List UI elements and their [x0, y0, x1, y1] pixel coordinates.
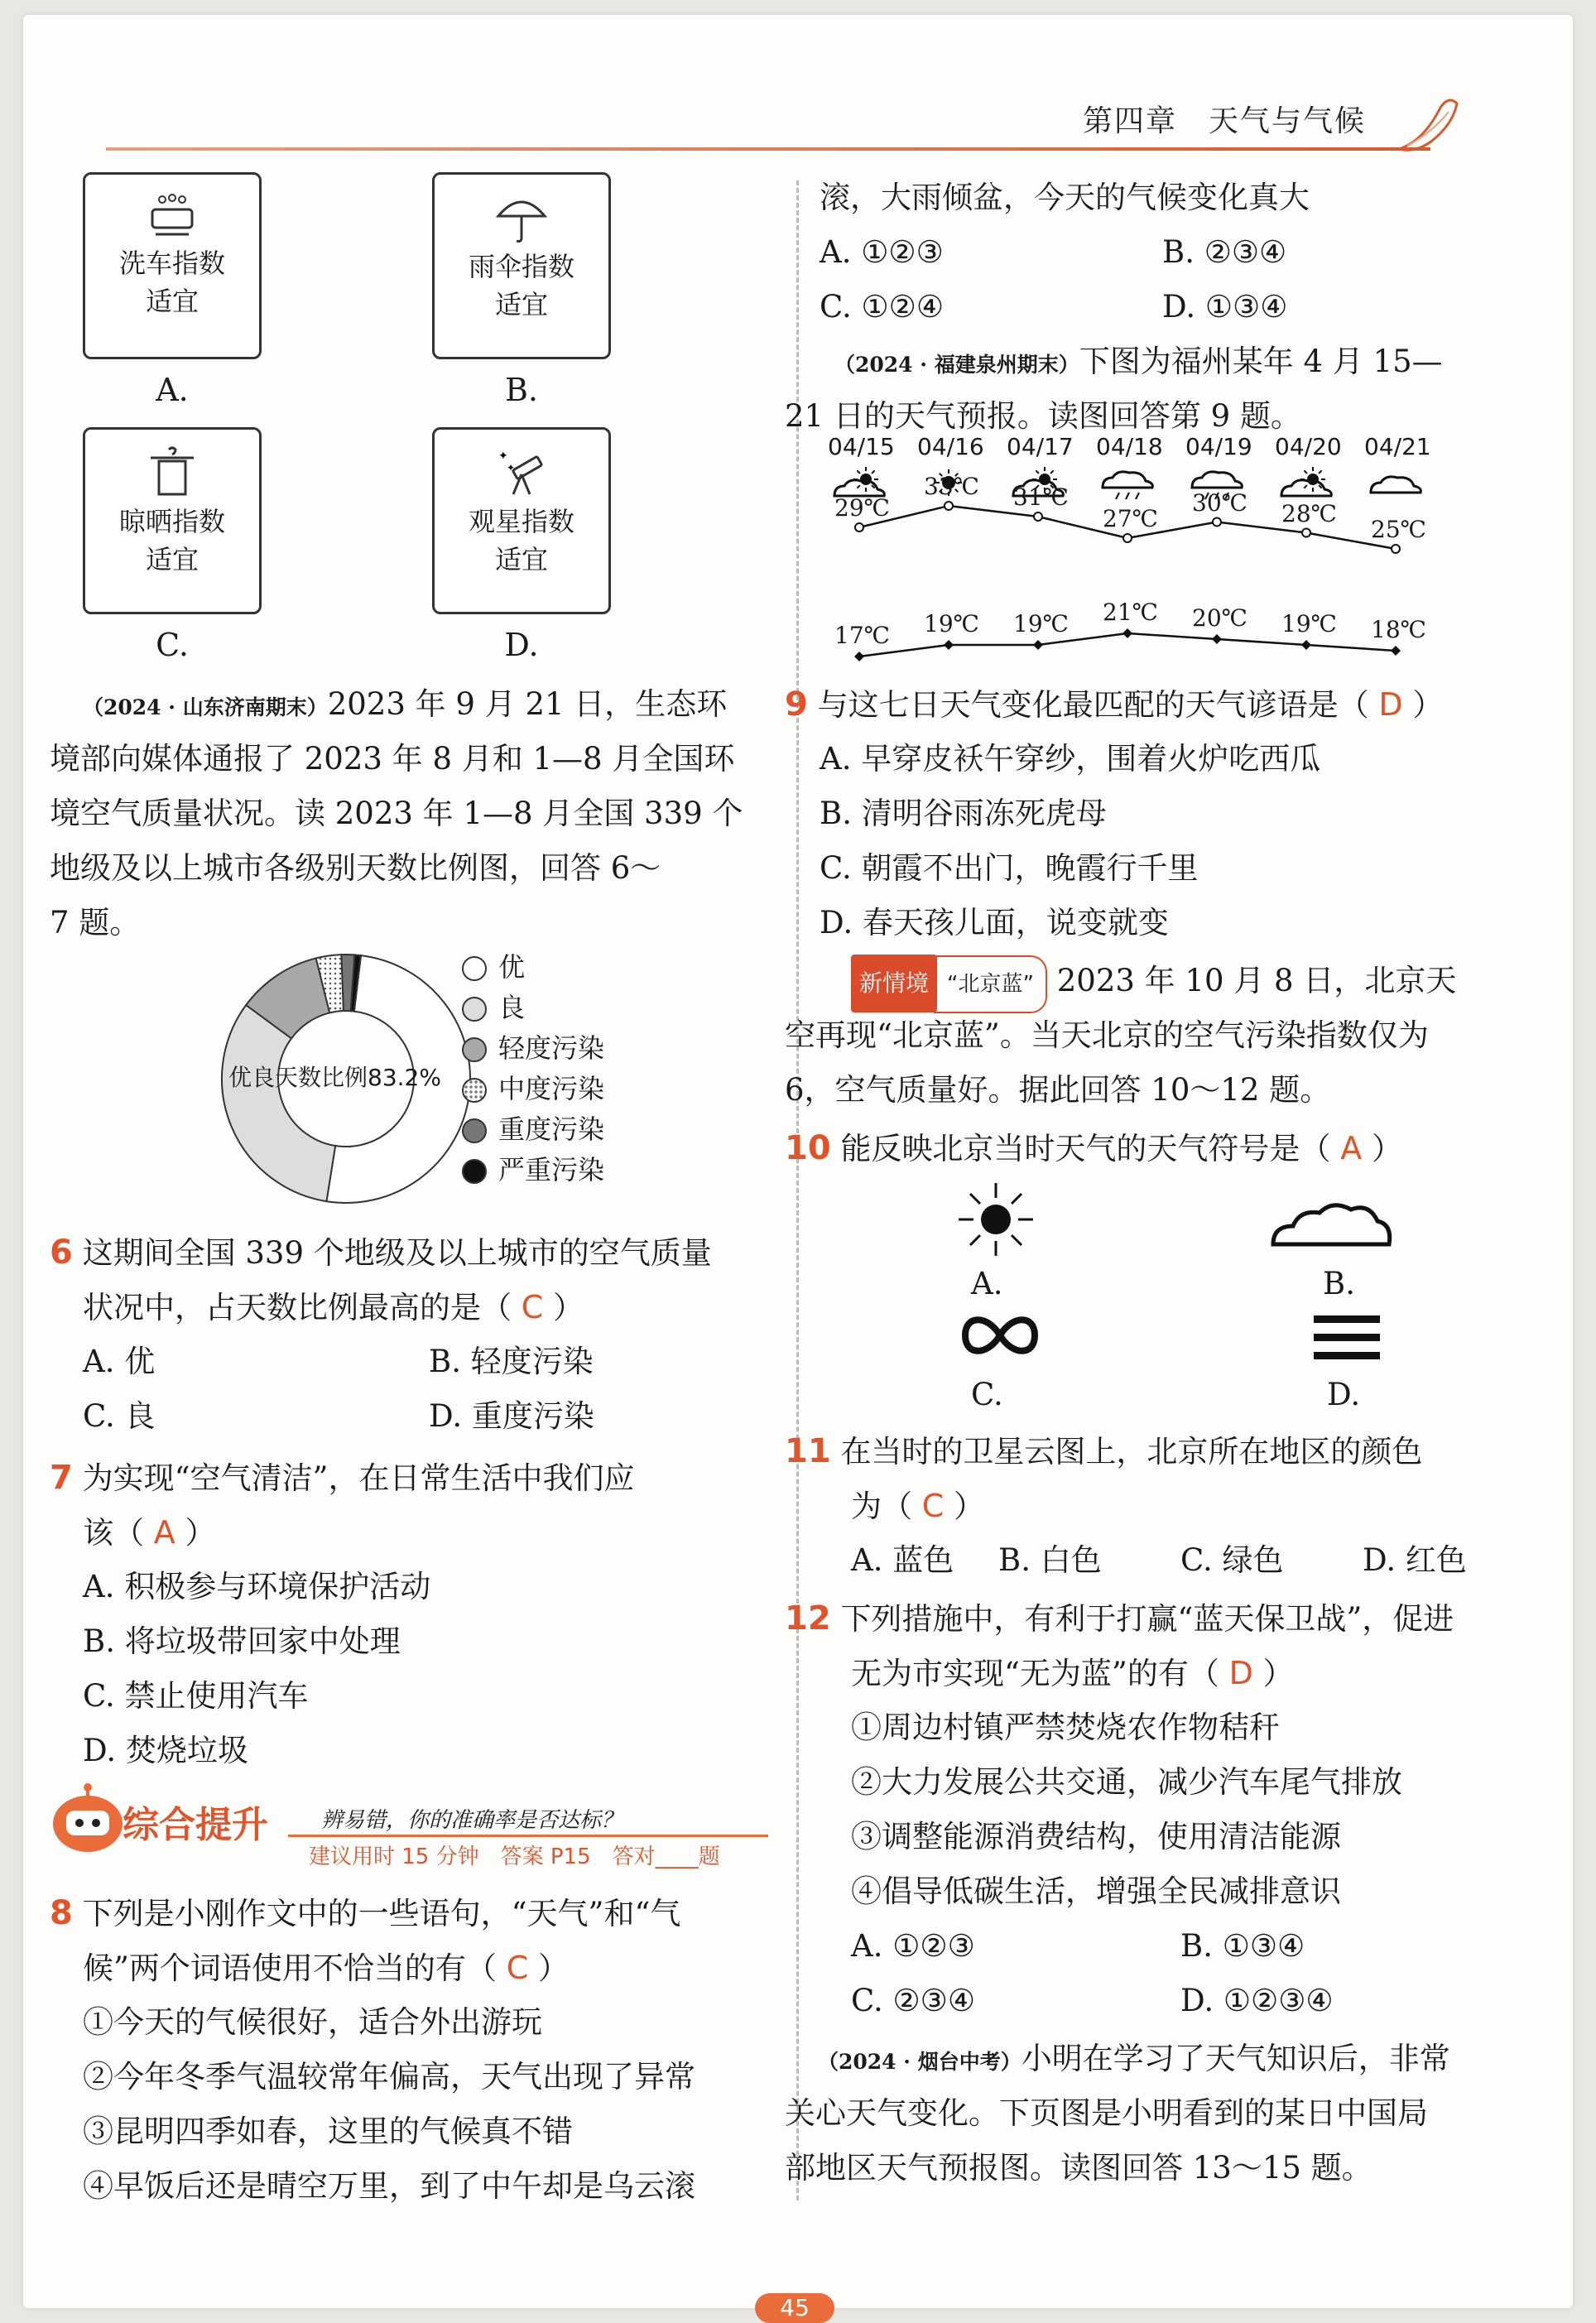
page [23, 15, 1573, 2321]
forecast-date: 04/19 [1185, 433, 1252, 460]
section-subtitle: 辨易错，你的准确率是否达标？ [321, 1808, 623, 1833]
legend-swatch [462, 956, 487, 981]
legend-item-moderate [462, 1072, 604, 1105]
source-tag: （2024 · 烟台中考） [818, 2050, 1022, 2074]
low-temp-point [1033, 640, 1043, 650]
q10-label-c: C. [971, 1377, 1003, 1412]
q6-paren: ） [553, 1290, 584, 1325]
high-temp-point [1302, 529, 1310, 537]
q11-stem-line1 [785, 1424, 1422, 1479]
overcast-symbol-icon [1265, 1195, 1397, 1253]
section-rule [288, 1835, 768, 1837]
q8-answer: C [506, 1950, 529, 1986]
q11-text: 为（ [851, 1489, 912, 1524]
q8-option-d: D. ①③④ [1162, 289, 1288, 325]
low-temp-point [944, 640, 954, 650]
legend-label: 轻度污染 [498, 1032, 605, 1064]
intro-13-line2: 关心天气变化。下页图是小明看到的某日中国局 [785, 2095, 1428, 2131]
q9-option-a: A. 早穿皮袄午穿纱，围着火炉吃西瓜 [820, 741, 1321, 777]
q9-option-c: C. 朝霞不出门，晚霞行千里 [820, 850, 1199, 886]
q12-paren: ） [1262, 1656, 1294, 1691]
intro-10-line3: 6，空气质量好。据此回答 10～12 题。 [785, 1072, 1331, 1108]
low-temp-point [854, 652, 864, 661]
low-temp-point [1391, 646, 1401, 656]
high-temp-label: 27℃ [1103, 505, 1158, 532]
q12-text: 下列措施中，有利于打赢“蓝天保卫战”，促进 [840, 1601, 1454, 1637]
q11-option-a: A. 蓝色 [851, 1542, 954, 1578]
intro-text: 小明在学习了天气知识后，非常 [1021, 2041, 1450, 2076]
q6-option-b: B. 轻度污染 [429, 1344, 594, 1379]
card-line2: 适宜 [494, 544, 548, 575]
intro-6-7-line1 [83, 677, 727, 735]
card-line2: 适宜 [494, 289, 548, 320]
q7-option-a: A. 积极参与环境保护活动 [83, 1569, 431, 1604]
umbrella-icon [495, 191, 548, 244]
intro-6-7-line2: 境部向媒体通报了 2023 年 8 月和 1—8 月全国环 [50, 741, 735, 777]
q12-item-2: ②大力发展公共交通，减少汽车尾气排放 [851, 1764, 1402, 1800]
card-drying [83, 427, 262, 614]
legend-swatch [462, 1078, 487, 1103]
high-temp-point [1392, 545, 1400, 553]
section-title: 综合提升 [123, 1804, 268, 1846]
q12-item-4: ④倡导低碳生活，增强全民减排意识 [851, 1873, 1341, 1909]
q6-stem-line1 [50, 1225, 712, 1281]
fog-symbol-icon [1310, 1311, 1385, 1368]
q11-option-b: B. 白色 [998, 1542, 1102, 1578]
q8-paren: ） [538, 1950, 569, 1986]
q12-item-1: ①周边村镇严禁焚烧农作物秸秆 [851, 1710, 1280, 1745]
legend-swatch [462, 997, 487, 1022]
q8-option-a: A. ①②③ [820, 234, 944, 270]
card-line1: 晾晒指数 [118, 506, 225, 537]
q7-option-b: B. 将垃圾带回家中处理 [83, 1623, 401, 1659]
q7-paren: ） [185, 1515, 216, 1551]
haze-symbol-icon [959, 1306, 1041, 1364]
high-temp-point [1123, 534, 1132, 542]
q8-stem-line2 [83, 1941, 569, 1996]
svg-text:✦: ✦ [498, 450, 508, 463]
q6-stem-line2 [83, 1280, 584, 1335]
q12-option-c: C. ②③④ [851, 1983, 976, 2018]
question-number: 8 [50, 1894, 73, 1932]
high-temp-point [1213, 518, 1221, 527]
legend-label: 重度污染 [498, 1113, 605, 1145]
q6-text: 状况中，占天数比例最高的是（ [83, 1290, 512, 1325]
legend-item-severe [462, 1153, 604, 1186]
q8-item-3: ③昆明四季如春，这里的气候真不错 [83, 2114, 573, 2149]
legend-item-heavy [462, 1113, 604, 1146]
high-temp-label: 25℃ [1371, 516, 1426, 543]
robot-mascot-icon [48, 1782, 131, 1857]
q9-option-d: D. 春天孩儿面，说变就变 [820, 905, 1169, 940]
question-number: 9 [785, 685, 808, 724]
card-umbrella [432, 172, 611, 359]
legend-label: 良 [498, 992, 526, 1023]
question-number: 6 [50, 1234, 73, 1272]
low-temp-point [1301, 640, 1311, 650]
section-meta: 建议用时 15 分钟 答案 P15 答对____题 [309, 1844, 720, 1869]
high-temp-point [855, 523, 863, 531]
high-temp-point [945, 502, 953, 510]
q10-label-a: A. [971, 1266, 1003, 1301]
q11-option-d: D. 红色 [1363, 1542, 1467, 1578]
forecast-date: 04/18 [1096, 433, 1163, 460]
card-label: D. [504, 627, 539, 663]
q9-stem-line1 [785, 677, 1443, 733]
q7-stem-line2 [83, 1505, 216, 1561]
page-number: 45 [755, 2293, 834, 2323]
q6-option-a: A. 优 [83, 1344, 156, 1379]
q11-text: 在当时的卫星云图上，北京所在地区的颜色 [840, 1434, 1423, 1469]
legend-label: 中度污染 [498, 1073, 605, 1104]
q6-text: 这期间全国 339 个地级及以上城市的空气质量 [82, 1235, 712, 1271]
car-wash-icon [146, 191, 199, 241]
card-label: A. [156, 372, 189, 408]
donut-center-label: 优良天数比例83.2% [228, 1064, 441, 1091]
card-line2: 适宜 [145, 544, 199, 575]
q10-stem [785, 1121, 1402, 1176]
low-temp-label: 18℃ [1371, 616, 1426, 643]
partly-cloudy-icon [834, 467, 884, 496]
q9-option-b: B. 清明谷雨冻死虎母 [820, 796, 1107, 831]
q12-option-a: A. ①②③ [851, 1928, 975, 1964]
sunny-symbol-icon [950, 1178, 1041, 1261]
q8-item-4: ④早饭后还是晴空万里，到了中午却是乌云滚 [83, 2168, 695, 2204]
cloud-icon [1371, 477, 1421, 493]
legend-swatch [462, 1037, 487, 1062]
q7-answer: A [153, 1514, 175, 1551]
intro-10-line2: 空再现“北京蓝”。当天北京的空气污染指数仅为 [785, 1017, 1429, 1053]
legend-item-good [462, 991, 525, 1024]
high-temp-label: 30℃ [1192, 488, 1247, 517]
low-temp-point [1122, 628, 1132, 638]
q7-text: 该（ [83, 1515, 144, 1551]
drying-rack-icon [146, 446, 199, 499]
weather-forecast-chart [810, 433, 1488, 673]
low-temp-label: 19℃ [924, 610, 979, 637]
low-temp-label: 19℃ [1013, 610, 1069, 637]
q10-label-d: D. [1327, 1377, 1361, 1412]
intro-10-line1 [851, 954, 1456, 1013]
q12-stem-line1 [785, 1591, 1454, 1647]
card-line2: 适宜 [145, 286, 199, 317]
forecast-date: 04/20 [1275, 433, 1342, 460]
q8-item-2: ②今年冬季气温较常年偏高，天气出现了异常 [83, 2059, 695, 2095]
card-stargazing [432, 427, 611, 614]
context-topic-badge: “北京蓝” [934, 955, 1047, 1013]
card-line1: 雨伞指数 [468, 251, 574, 282]
q12-option-d: D. ①②③④ [1180, 1983, 1334, 2018]
intro-9-line2: 21 日的天气预报。读图回答第 9 题。 [785, 398, 1301, 434]
intro-13-line1 [818, 2032, 1450, 2090]
legend-swatch [462, 1118, 487, 1143]
low-temp-point [1212, 634, 1222, 644]
q8-option-c: C. ①②④ [820, 289, 945, 325]
q10-paren: ） [1371, 1131, 1402, 1166]
q11-option-c: C. 绿色 [1180, 1542, 1284, 1578]
q8-item-1: ①今天的气候很好，适合外出游玩 [83, 2004, 542, 2040]
partly-cloudy-icon [1281, 467, 1331, 496]
q10-text: 能反映北京当时天气的天气符号是（ [840, 1131, 1331, 1166]
high-temp-label: 33℃ [924, 473, 979, 500]
legend-label: 严重污染 [498, 1154, 605, 1186]
q12-stem-line2 [851, 1646, 1294, 1701]
intro-6-7-line4: 地级及以上城市各级别天数比例图，回答 6～ [50, 850, 661, 886]
new-context-badge: 新情境 [851, 955, 937, 1012]
intro-text: 2023 年 9 月 21 日，生态环 [327, 686, 728, 722]
q8-stem-line1 [50, 1886, 680, 1941]
q11-answer: C [921, 1488, 945, 1524]
intro-6-7-line5: 7 题。 [50, 905, 141, 940]
card-label: C. [156, 627, 189, 663]
q6-option-c: C. 良 [83, 1398, 156, 1434]
q12-item-3: ③调整能源消费结构，使用清洁能源 [851, 1819, 1341, 1854]
q8-item-4-cont: 滚，大雨倾盆，今天的气候变化真大 [820, 180, 1310, 215]
forecast-date: 04/21 [1364, 433, 1431, 460]
low-temp-label: 19℃ [1281, 610, 1337, 637]
card-line1: 观星指数 [468, 506, 574, 537]
low-temp-label: 20℃ [1192, 604, 1247, 632]
question-number: 11 [785, 1432, 831, 1470]
q6-answer: C [521, 1289, 544, 1325]
intro-9-line1 [834, 334, 1443, 392]
intro-13-line3: 部地区天气预报图。读图回答 13～15 题。 [785, 2150, 1372, 2186]
intro-text: 下图为福州某年 4 月 15— [1079, 344, 1443, 379]
intro-text: 2023 年 10 月 8 日，北京天 [1056, 963, 1457, 998]
header-swirl-icon [1391, 91, 1465, 157]
card-label: B. [504, 372, 538, 408]
legend-item-light [462, 1032, 604, 1065]
q10-label-b: B. [1323, 1266, 1355, 1301]
high-temp-label: 31℃ [1013, 483, 1069, 511]
legend-swatch [462, 1159, 487, 1184]
question-number: 10 [785, 1129, 831, 1167]
q7-option-d: D. 焚烧垃圾 [83, 1733, 248, 1768]
q7-stem-line1 [50, 1450, 634, 1506]
chapter-header: 第四章 天气与气候 [1082, 104, 1366, 138]
q12-answer: D [1228, 1655, 1253, 1691]
q6-option-d: D. 重度污染 [429, 1398, 594, 1434]
card-line1: 洗车指数 [118, 248, 225, 279]
forecast-date: 04/16 [917, 433, 984, 460]
q12-text: 无为市实现“无为蓝”的有（ [851, 1656, 1219, 1691]
source-tag: （2024 · 福建泉州期末） [834, 353, 1079, 377]
source-tag: （2024 · 山东济南期末） [83, 695, 328, 719]
card-car-wash [83, 172, 262, 359]
q7-text: 为实现“空气清洁”，在日常生活中我们应 [82, 1460, 635, 1496]
legend-item-excellent [462, 950, 525, 984]
q8-text: 下列是小刚作文中的一些语句，“天气”和“气 [82, 1896, 681, 1931]
svg-text:✦: ✦ [507, 462, 516, 474]
q9-answer: D [1378, 686, 1403, 723]
question-number: 7 [50, 1459, 73, 1497]
rain-icon [1103, 472, 1152, 499]
q9-paren: ） [1412, 687, 1444, 723]
q11-paren: ） [954, 1489, 985, 1524]
low-temp-label: 17℃ [834, 622, 890, 649]
low-temp-label: 21℃ [1103, 599, 1158, 626]
slice-good [222, 1005, 335, 1201]
header-rule [106, 147, 1430, 151]
q10-answer: A [1340, 1130, 1363, 1166]
intro-6-7-line3: 境空气质量状况。读 2023 年 1—8 月全国 339 个 [50, 796, 743, 831]
high-temp-label: 29℃ [834, 494, 890, 522]
forecast-date: 04/17 [1007, 433, 1074, 460]
legend-label: 优 [498, 951, 526, 983]
q11-stem-line2 [851, 1479, 984, 1534]
forecast-date: 04/15 [828, 433, 895, 460]
q8-option-b: B. ②③④ [1162, 234, 1287, 270]
q9-text: 与这七日天气变化最匹配的天气谚语是（ [817, 687, 1369, 723]
q12-option-b: B. ①③④ [1180, 1928, 1305, 1964]
high-temp-label: 28℃ [1281, 499, 1337, 527]
q7-option-c: C. 禁止使用汽车 [83, 1678, 309, 1714]
telescope-icon [495, 446, 548, 499]
q8-text: 候”两个词语使用不恰当的有（ [83, 1950, 497, 1986]
question-number: 12 [785, 1599, 831, 1638]
high-temp-point [1034, 512, 1042, 521]
column-divider [796, 180, 799, 2200]
